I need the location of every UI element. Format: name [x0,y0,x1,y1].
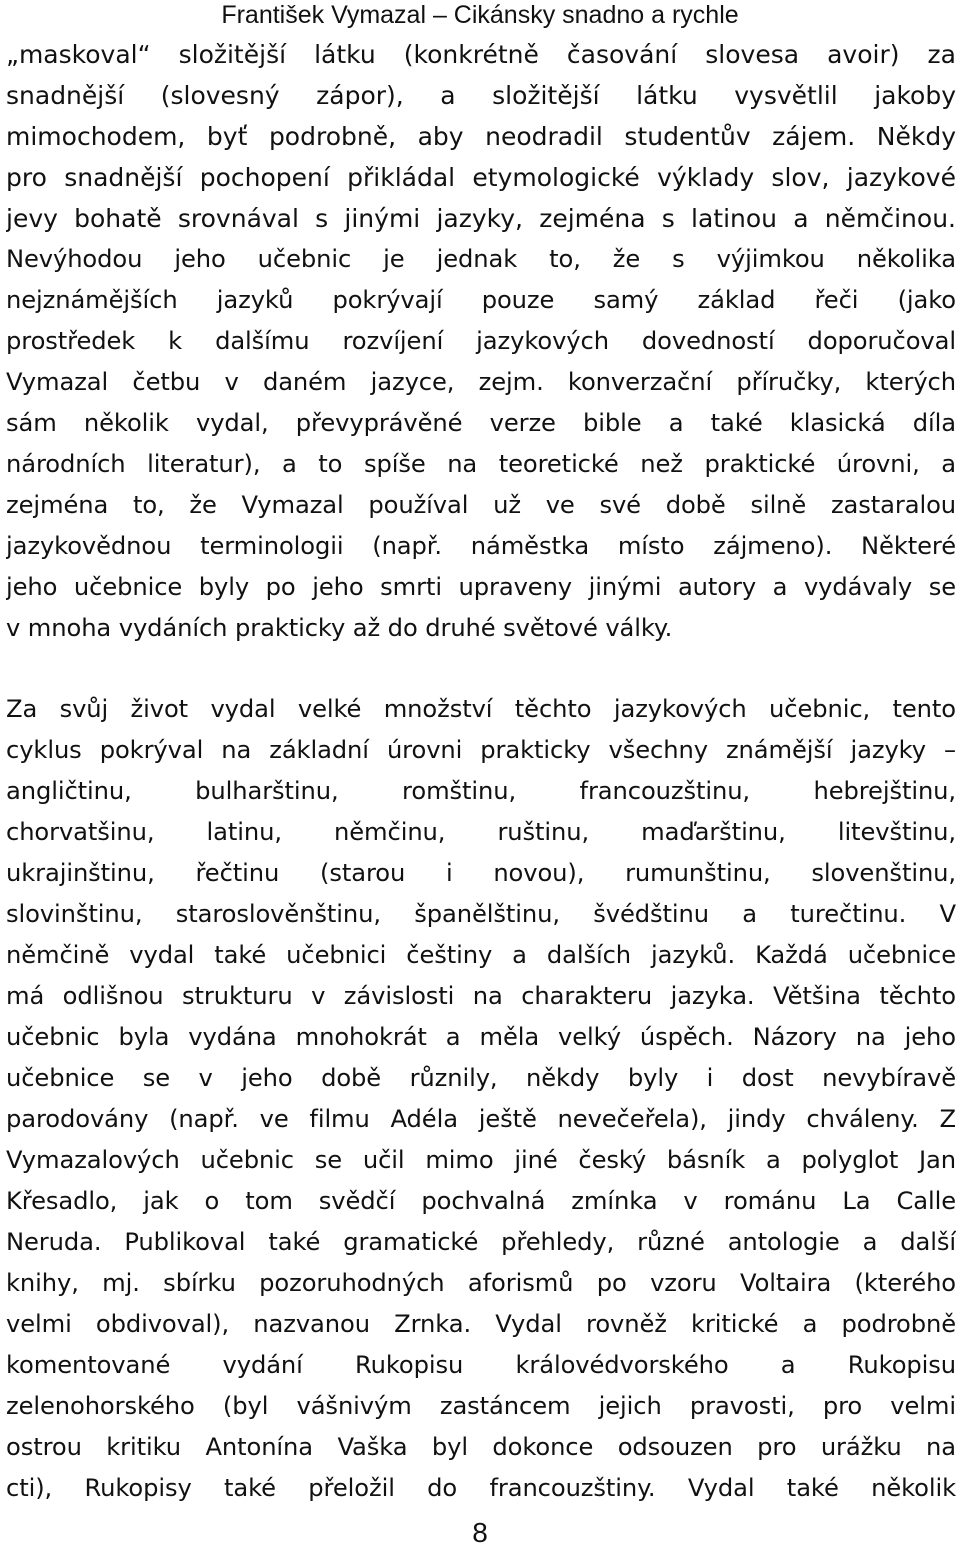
paragraph-2 [6,689,956,1509]
text-line: parodovány (např. ve filmu Adéla ještě nevečeřela), jindy chváleny. Z [6,1105,956,1133]
text-line: Za svůj život vydal velké množství těchto jazykových učebnic, tento [6,695,956,723]
text-line: učebnic byla vydána mnohokrát a měla velký úspěch. Názory na jeho [6,1023,956,1051]
text-line: jeho učebnice byly po jeho smrti upraveny jinými autory a vydávaly se [6,573,956,601]
text-line: snadnější (slovesný zápor), a složitější látku vysvětlil jakoby [6,81,956,110]
text-line: němčině vydal také učebnici češtiny a dalších jazyků. Každá učebnice [6,941,956,969]
text-line: nejznámějších jazyků pokrývají pouze samý základ řeči (jako [6,286,956,314]
page-number: 8 [472,1517,488,1548]
text-line: Vymazal četbu v daném jazyce, zejm. konverzační příručky, kterých [6,368,956,396]
text-line: angličtinu, bulharštinu, romštinu, francouzštinu, hebrejštinu, [6,777,956,805]
paragraph-1 [6,34,956,649]
text-line: Neruda. Publikoval také gramatické přehledy, různé antologie a další [6,1228,956,1256]
text-line: má odlišnou strukturu v závislosti na charakteru jazyka. Většina těchto [6,982,956,1010]
text-line: jazykovědnou terminologii (např. náměstka místo zájmeno). Některé [6,532,956,560]
text-line: cyklus pokrýval na základní úrovni prakticky všechny známější jazyky – [6,736,956,764]
text-line: komentované vydání Rukopisu královédvorského a Rukopisu [6,1351,956,1379]
text-line: zejména to, že Vymazal používal už ve své době silně zastaralou [6,491,956,519]
body-text [6,34,956,1509]
text-line: velmi obdivoval), nazvanou Zrnka. Vydal rovněž kritické a podrobně [6,1310,956,1338]
text-line: Křesadlo, jak o tom svědčí pochvalná zmínka v románu La Calle [6,1187,956,1215]
text-line: národních literatur), a to spíše na teoretické než praktické úrovni, a [6,450,956,478]
text-line: ostrou kritiku Antonína Vaška byl dokonce odsouzen pro urážku na [6,1433,956,1461]
text-line: prostředek k dalšímu rozvíjení jazykových dovedností doporučoval [6,327,956,355]
text-line: zelenohorského (byl vášnivým zastáncem jejich pravosti, pro velmi [6,1392,956,1420]
text-line: mimochodem, byť podrobně, aby neodradil studentův zájem. Někdy [6,122,956,151]
text-line: ukrajinštinu, řečtinu (starou i novou), rumunštinu, slovenštinu, [6,859,956,887]
text-line: chorvatšinu, latinu, němčinu, ruštinu, maďarštinu, litevštinu, [6,818,956,846]
text-line: pro snadnější pochopení přikládal etymologické výklady slov, jazykové [6,163,956,192]
text-line: „maskoval“ složitější látku (konkrétně časování slovesa avoir) za [6,40,956,69]
text-line: slovinštinu, staroslověnštinu, španělštinu, švédštinu a turečtinu. V [6,900,956,928]
text-line: Vymazalových učebnic se učil mimo jiné český básník a polyglot Jan [6,1146,956,1174]
text-line: cti), Rukopisy také přeložil do francouzštiny. Vydal také několik [6,1474,956,1502]
text-line: sám několik vydal, převyprávěné verze bible a také klasická díla [6,409,956,437]
text-line: v mnoha vydáních prakticky až do druhé světové války. [6,614,673,642]
text-line: učebnice se v jeho době různily, někdy byly i dost nevybíravě [6,1064,956,1092]
paragraph-gap [6,649,956,689]
text-line: knihy, mj. sbírku pozoruhodných aforismů po vzoru Voltaira (kterého [6,1269,956,1297]
running-header: František Vymazal – Cikánsky snadno a rychle [221,1,739,29]
text-line: Nevýhodou jeho učebnic je jednak to, že s výjimkou několika [6,245,956,273]
text-line: jevy bohatě srovnával s jinými jazyky, zejména s latinou a němčinou. [6,204,956,233]
